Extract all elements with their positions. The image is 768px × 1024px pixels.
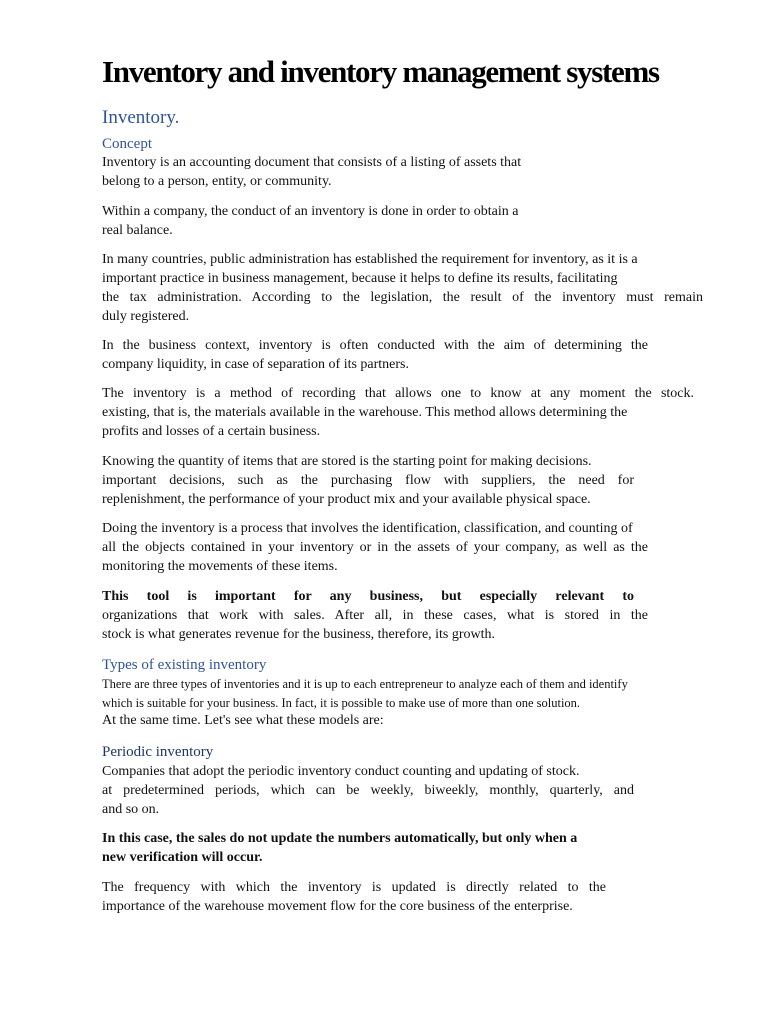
text-line: organizations that work with sales. After all, in these cases, what is stored in the bbox=[102, 608, 648, 623]
paragraph-method bbox=[102, 384, 694, 441]
text-line: At the same time. Let's see what these models are: bbox=[102, 713, 384, 728]
text-line: Inventory is an accounting document that consists of a listing of assets that bbox=[102, 155, 522, 170]
text-line: important decisions, such as the purchasing flow with suppliers, the need for bbox=[102, 473, 634, 488]
text-line: replenishment, the performance of your product mix and your available physical space. bbox=[102, 492, 591, 507]
text-line: stock is what generates revenue for the business, therefore, its growth. bbox=[102, 627, 496, 642]
text-line: importance of the warehouse movement flow for the core business of the enterprise. bbox=[102, 899, 573, 914]
text-line: duly registered. bbox=[102, 309, 190, 324]
paragraph-sales-bold bbox=[102, 829, 577, 867]
paragraph-frequency bbox=[102, 878, 606, 916]
text-line: monitoring the movements of these items. bbox=[102, 559, 338, 574]
text-line: existing, that is, the materials available in the warehouse. This method allows determining the bbox=[102, 405, 628, 420]
text-line: the tax administration. According to the legislation, the result of the inventory must remain bbox=[102, 290, 703, 305]
text-line: at predetermined periods, which can be weekly, biweekly, monthly, quarterly, and bbox=[102, 783, 634, 798]
paragraph-countries bbox=[102, 250, 703, 326]
text-line: Within a company, the conduct of an inventory is done in order to obtain a bbox=[102, 204, 519, 219]
document-title: Inventory and inventory management systems bbox=[102, 54, 659, 89]
heading-types: Types of existing inventory bbox=[102, 657, 267, 673]
paragraph-knowing bbox=[102, 452, 634, 509]
paragraph-company bbox=[102, 202, 518, 240]
text-line: Knowing the quantity of items that are stored is the starting point for making decisions. bbox=[102, 454, 592, 469]
text-line: important practice in business management, because it helps to define its results, facilitating bbox=[102, 271, 618, 286]
text-line: Companies that adopt the periodic inventory conduct counting and updating of stock. bbox=[102, 764, 580, 779]
paragraph-periodic bbox=[102, 762, 634, 819]
text-line: In many countries, public administration has established the requirement for inventory, as it is a bbox=[102, 252, 638, 267]
text-line: real balance. bbox=[102, 223, 173, 238]
text-line: all the objects contained in your inventory or in the assets of your company, as well as the bbox=[102, 540, 648, 555]
text-line: company liquidity, in case of separation of its partners. bbox=[102, 357, 410, 372]
text-line: In the business context, inventory is often conducted with the aim of determining the bbox=[102, 338, 648, 353]
text-line-bold: In this case, the sales do not update the numbers automatically, but only when a bbox=[102, 831, 578, 846]
text-line-bold: new verification will occur. bbox=[102, 850, 263, 865]
text-line: Doing the inventory is a process that involves the identification, classification, and counting of bbox=[102, 521, 633, 536]
heading-inventory: Inventory. bbox=[102, 107, 180, 128]
text-line: belong to a person, entity, or community. bbox=[102, 174, 332, 189]
text-line-bold: This tool is important for any business, but especially relevant to bbox=[102, 589, 634, 604]
text-line: The inventory is a method of recording that allows one to know at any moment the stock. bbox=[102, 386, 694, 401]
paragraph-types bbox=[102, 675, 628, 731]
paragraph-concept bbox=[102, 153, 521, 191]
text-line: There are three types of inventories and it is up to each entrepreneur to analyze each of them and identify bbox=[102, 677, 628, 691]
paragraph-tool bbox=[102, 587, 648, 644]
text-line: The frequency with which the inventory is updated is directly related to the bbox=[102, 880, 606, 895]
text-line: profits and losses of a certain business. bbox=[102, 424, 321, 439]
text-line: which is suitable for your business. In fact, it is possible to make use of more than one solution. bbox=[102, 695, 581, 710]
paragraph-business-context bbox=[102, 336, 648, 374]
heading-concept: Concept bbox=[102, 136, 152, 152]
text-line: and so on. bbox=[102, 802, 160, 817]
heading-periodic: Periodic inventory bbox=[102, 744, 214, 760]
paragraph-doing bbox=[102, 519, 648, 576]
